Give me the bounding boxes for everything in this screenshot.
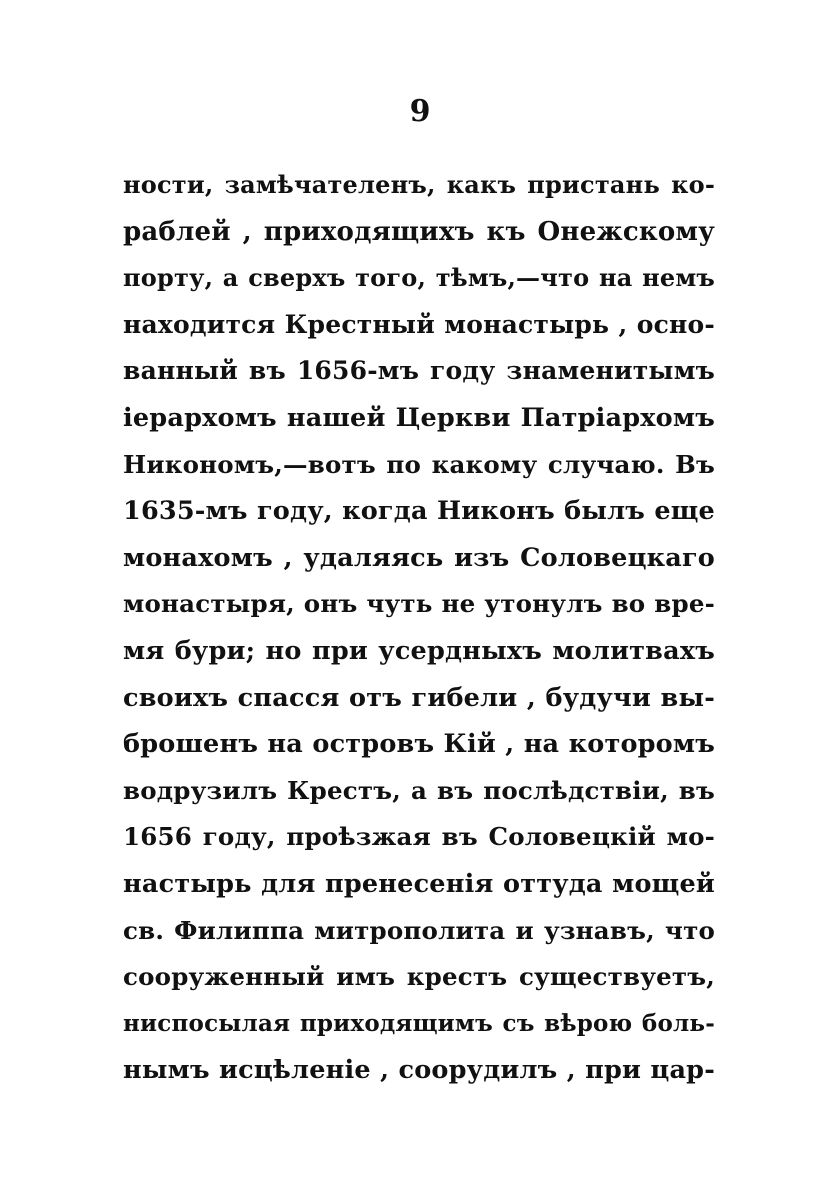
text-line: своихъ спасся отъ гибели , будучи вы- (123, 682, 715, 713)
page-number: 9 (409, 94, 431, 129)
text-line: ности, замѣчателенъ, какъ пристань ко- (123, 170, 715, 199)
body-text (123, 162, 715, 1094)
text-line: 1635-мъ году, когда Никонъ былъ еще (123, 496, 715, 527)
text-line: раблей , приходящихъ къ Онежскому (123, 216, 715, 247)
text-line: ванный въ 1656-мъ году знаменитымъ (123, 356, 715, 386)
text-line: 1656 году, проѣзжая въ Соловецкій мо- (123, 822, 715, 852)
text-line: монахомъ , удаляясь изъ Соловецкаго (123, 542, 715, 573)
text-line: водрузилъ Крестъ, а въ послѣдствіи, въ (123, 775, 715, 805)
text-line: монастыря, онъ чуть не утонулъ во вре- (123, 589, 715, 619)
text-line: настырь для пренесенія оттуда мощей (123, 868, 715, 899)
text-line: мя бури; но при усердныхъ молитвахъ (123, 635, 715, 666)
text-line: брошенъ на островъ Кій , на которомъ (123, 729, 715, 760)
text-line: ниспосылая приходящимъ съ вѣрою боль- (123, 1009, 715, 1037)
text-line: нымъ исцѣленіе , соорудилъ , при цар- (123, 1055, 715, 1086)
text-line: порту, а сверхъ того, тѣмъ,—что на немъ (123, 263, 715, 293)
text-line: Никономъ,—вотъ по какому случаю. Въ (123, 449, 715, 479)
text-line: іерархомъ нашей Церкви Патріархомъ (123, 402, 715, 433)
text-line: св. Филиппа митрополита и узнавъ, что (123, 915, 715, 945)
text-line: сооруженный имъ крестъ существуетъ, (123, 962, 715, 992)
text-line: находится Крестный монастырь , осно- (123, 309, 715, 339)
